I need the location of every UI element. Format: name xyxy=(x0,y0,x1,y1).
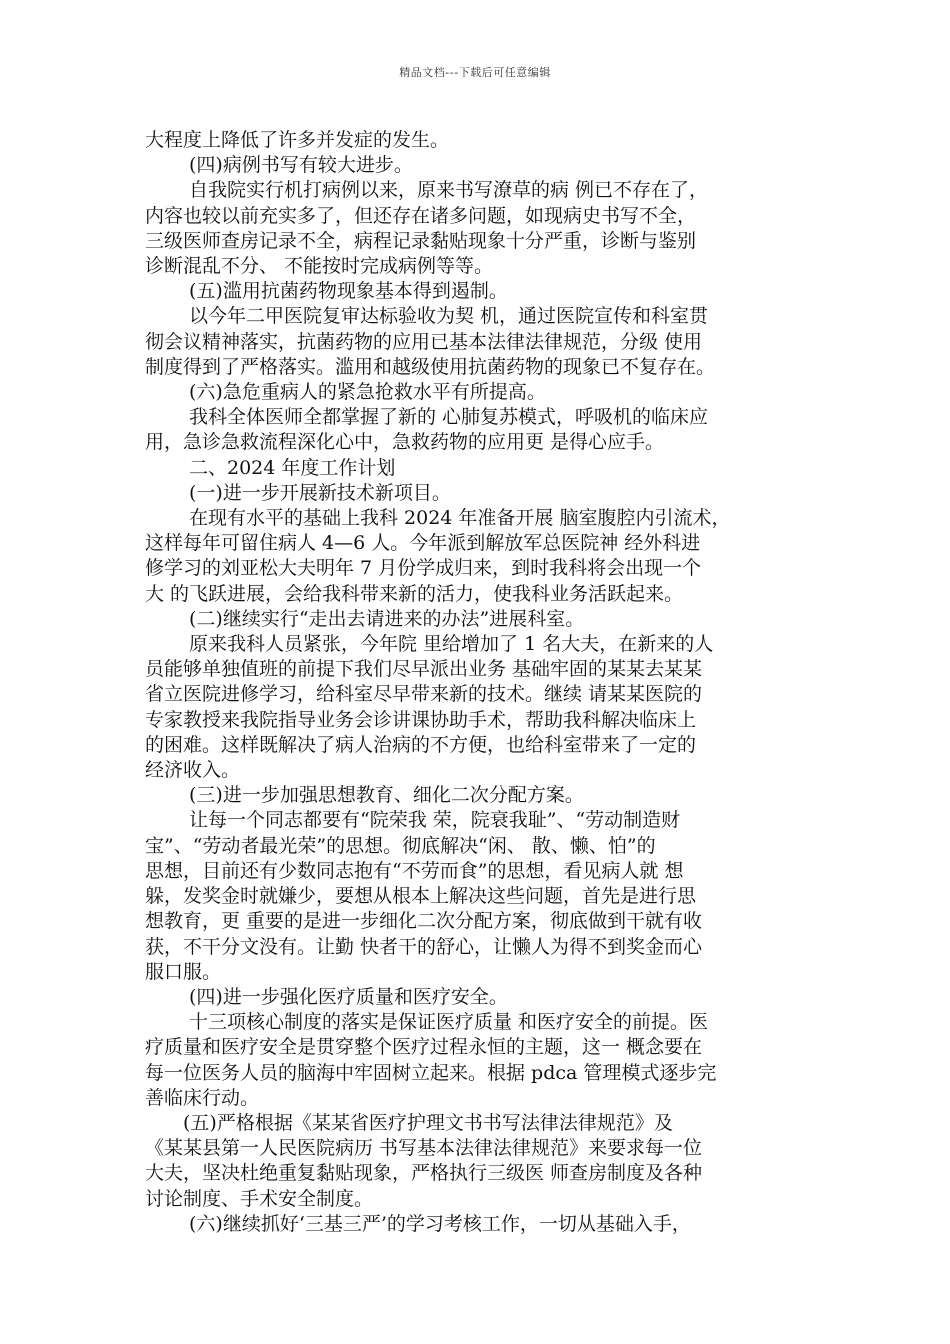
section-heading: (二)继续实行“走出去请进来的办法”进展科室。 xyxy=(189,607,585,630)
text-line: 员能够单独值班的前提下我们尽早派出业务 基础牢固的某某去某某 xyxy=(145,658,703,681)
document-body xyxy=(145,128,815,1237)
text-line: 让每一个同志都要有“院荣我 荣，院衰我耻”、“劳动制造财 xyxy=(189,809,681,832)
text-line: 躲，发奖金时就嫌少，要想从根本上解决这些问题，首先是进行思 xyxy=(145,885,697,908)
text-line: 每一位医务人员的脑海中牢固树立起来。根据 pdca 管理模式逐步完 xyxy=(145,1061,717,1084)
text-line: 修学习的刘亚松大夫明年 7 月份学成归来，到时我科将会出现一个 xyxy=(145,557,702,580)
text-line: 专家教授来我院指导业务会诊讲课协助手术，帮助我科解决临床上 xyxy=(145,708,697,731)
text-line: 用，急诊急救流程深化心中，急救药物的应用更 是得心应手。 xyxy=(145,431,665,454)
section-heading: (六)急危重病人的紧急抢救水平有所提高。 xyxy=(189,381,546,404)
text-line: 善临床行动。 xyxy=(145,1086,260,1109)
section-heading: (四)病例书写有较大进步。 xyxy=(189,154,413,177)
section-heading: (五)滥用抗菌药物现象基本得到遏制。 xyxy=(189,280,508,303)
chapter-heading: 二、2024 年度工作计划 xyxy=(189,456,396,479)
section-heading: (一)进一步开展新技术新项目。 xyxy=(189,481,451,504)
text-line: 内容也较以前充实多了，但还存在诸多问题，如现病史书写不全， xyxy=(145,204,697,227)
text-line: 讨论制度、手术安全制度。 xyxy=(145,1187,374,1210)
text-line: 彻会议精神落实，抗菌药物的应用已基本法律法律规范，分级 使用 xyxy=(145,330,703,353)
text-line: 诊断混乱不分、 不能按时完成病例等等。 xyxy=(145,255,494,278)
text-line: 省立医院进修学习，给科室尽早带来新的技术。继续 请某某医院的 xyxy=(145,683,703,706)
text-line: 制度得到了严格落实。滥用和越级使用抗菌药物的现象已不复存在。 xyxy=(145,355,716,378)
text-line: 十三项核心制度的落实是保证医疗质量 和医疗安全的前提。医 xyxy=(189,1011,709,1034)
text-line: 三级医师查房记录不全，病程记录黏贴现象十分严重，诊断与鉴别 xyxy=(145,229,697,252)
text-line: 我科全体医师全都掌握了新的 心肺复苏模式，呼吸机的临床应 xyxy=(189,406,709,429)
text-line: 大程度上降低了许多并发症的发生。 xyxy=(145,129,450,151)
text-line: 这样每年可留住病人 4—6 人。今年派到解放军总医院神 经外科进 xyxy=(145,532,701,555)
text-line: 服口服。 xyxy=(145,960,222,983)
text-line: 以今年二甲医院复审达标验收为契 机，通过医院宣传和科室贯 xyxy=(189,305,709,328)
text-line: 自我院实行机打病例以来，原来书写潦草的病 例已不存在了， xyxy=(189,179,709,202)
section-heading: (三)进一步加强思想教育、细化二次分配方案。 xyxy=(189,784,584,807)
text-line: 《某某县第一人民医院病历 书写基本法律法律规范》来要求每一位 xyxy=(145,1137,703,1160)
text-line: 在现有水平的基础上我科 2024 年准备开展 脑室腹腔内引流术， xyxy=(189,507,731,530)
text-line: 思想，目前还有少数同志抱有“不劳而食”的思想，看见病人就 想 xyxy=(145,859,684,882)
page-header: 精品文档---下载后可任意编辑 xyxy=(399,66,551,79)
text-line: 疗质量和医疗安全是贯穿整个医疗过程永恒的主题，这一 概念要在 xyxy=(145,1036,703,1059)
text-line: 宝”、“劳动者最光荣”的思想。彻底解决“闲、 散、懒、怕”的 xyxy=(145,834,656,857)
text-line: 经济收入。 xyxy=(145,759,241,782)
text-line: 原来我科人员紧张，今年院 里给增加了 1 名大夫，在新来的人 xyxy=(189,633,714,656)
text-line: 的困难。这样既解决了病人治病的不方便，也给科室带来了一定的 xyxy=(145,733,697,756)
text-line: 想教育，更 重要的是进一步细化二次分配方案，彻底做到干就有收 xyxy=(145,910,703,933)
section-heading: (五)严格根据《某某省医疗护理文书书写法律法律规范》及 xyxy=(183,1111,673,1134)
section-heading: (六)继续抓好‘三基三严’的学习考核工作，一切从基础入手， xyxy=(189,1212,691,1235)
text-line: 大 的飞跃进展，会给我科带来新的活力，使我科业务活跃起来。 xyxy=(145,582,684,605)
text-line: 获，不干分文没有。让勤 快者干的舒心，让懒人为得不到奖金而心 xyxy=(145,935,703,958)
text-line: 大夫，坚决杜绝重复黏贴现象，严格执行三级医 师查房制度及各种 xyxy=(145,1162,703,1185)
section-heading: (四)进一步强化医疗质量和医疗安全。 xyxy=(189,985,508,1008)
